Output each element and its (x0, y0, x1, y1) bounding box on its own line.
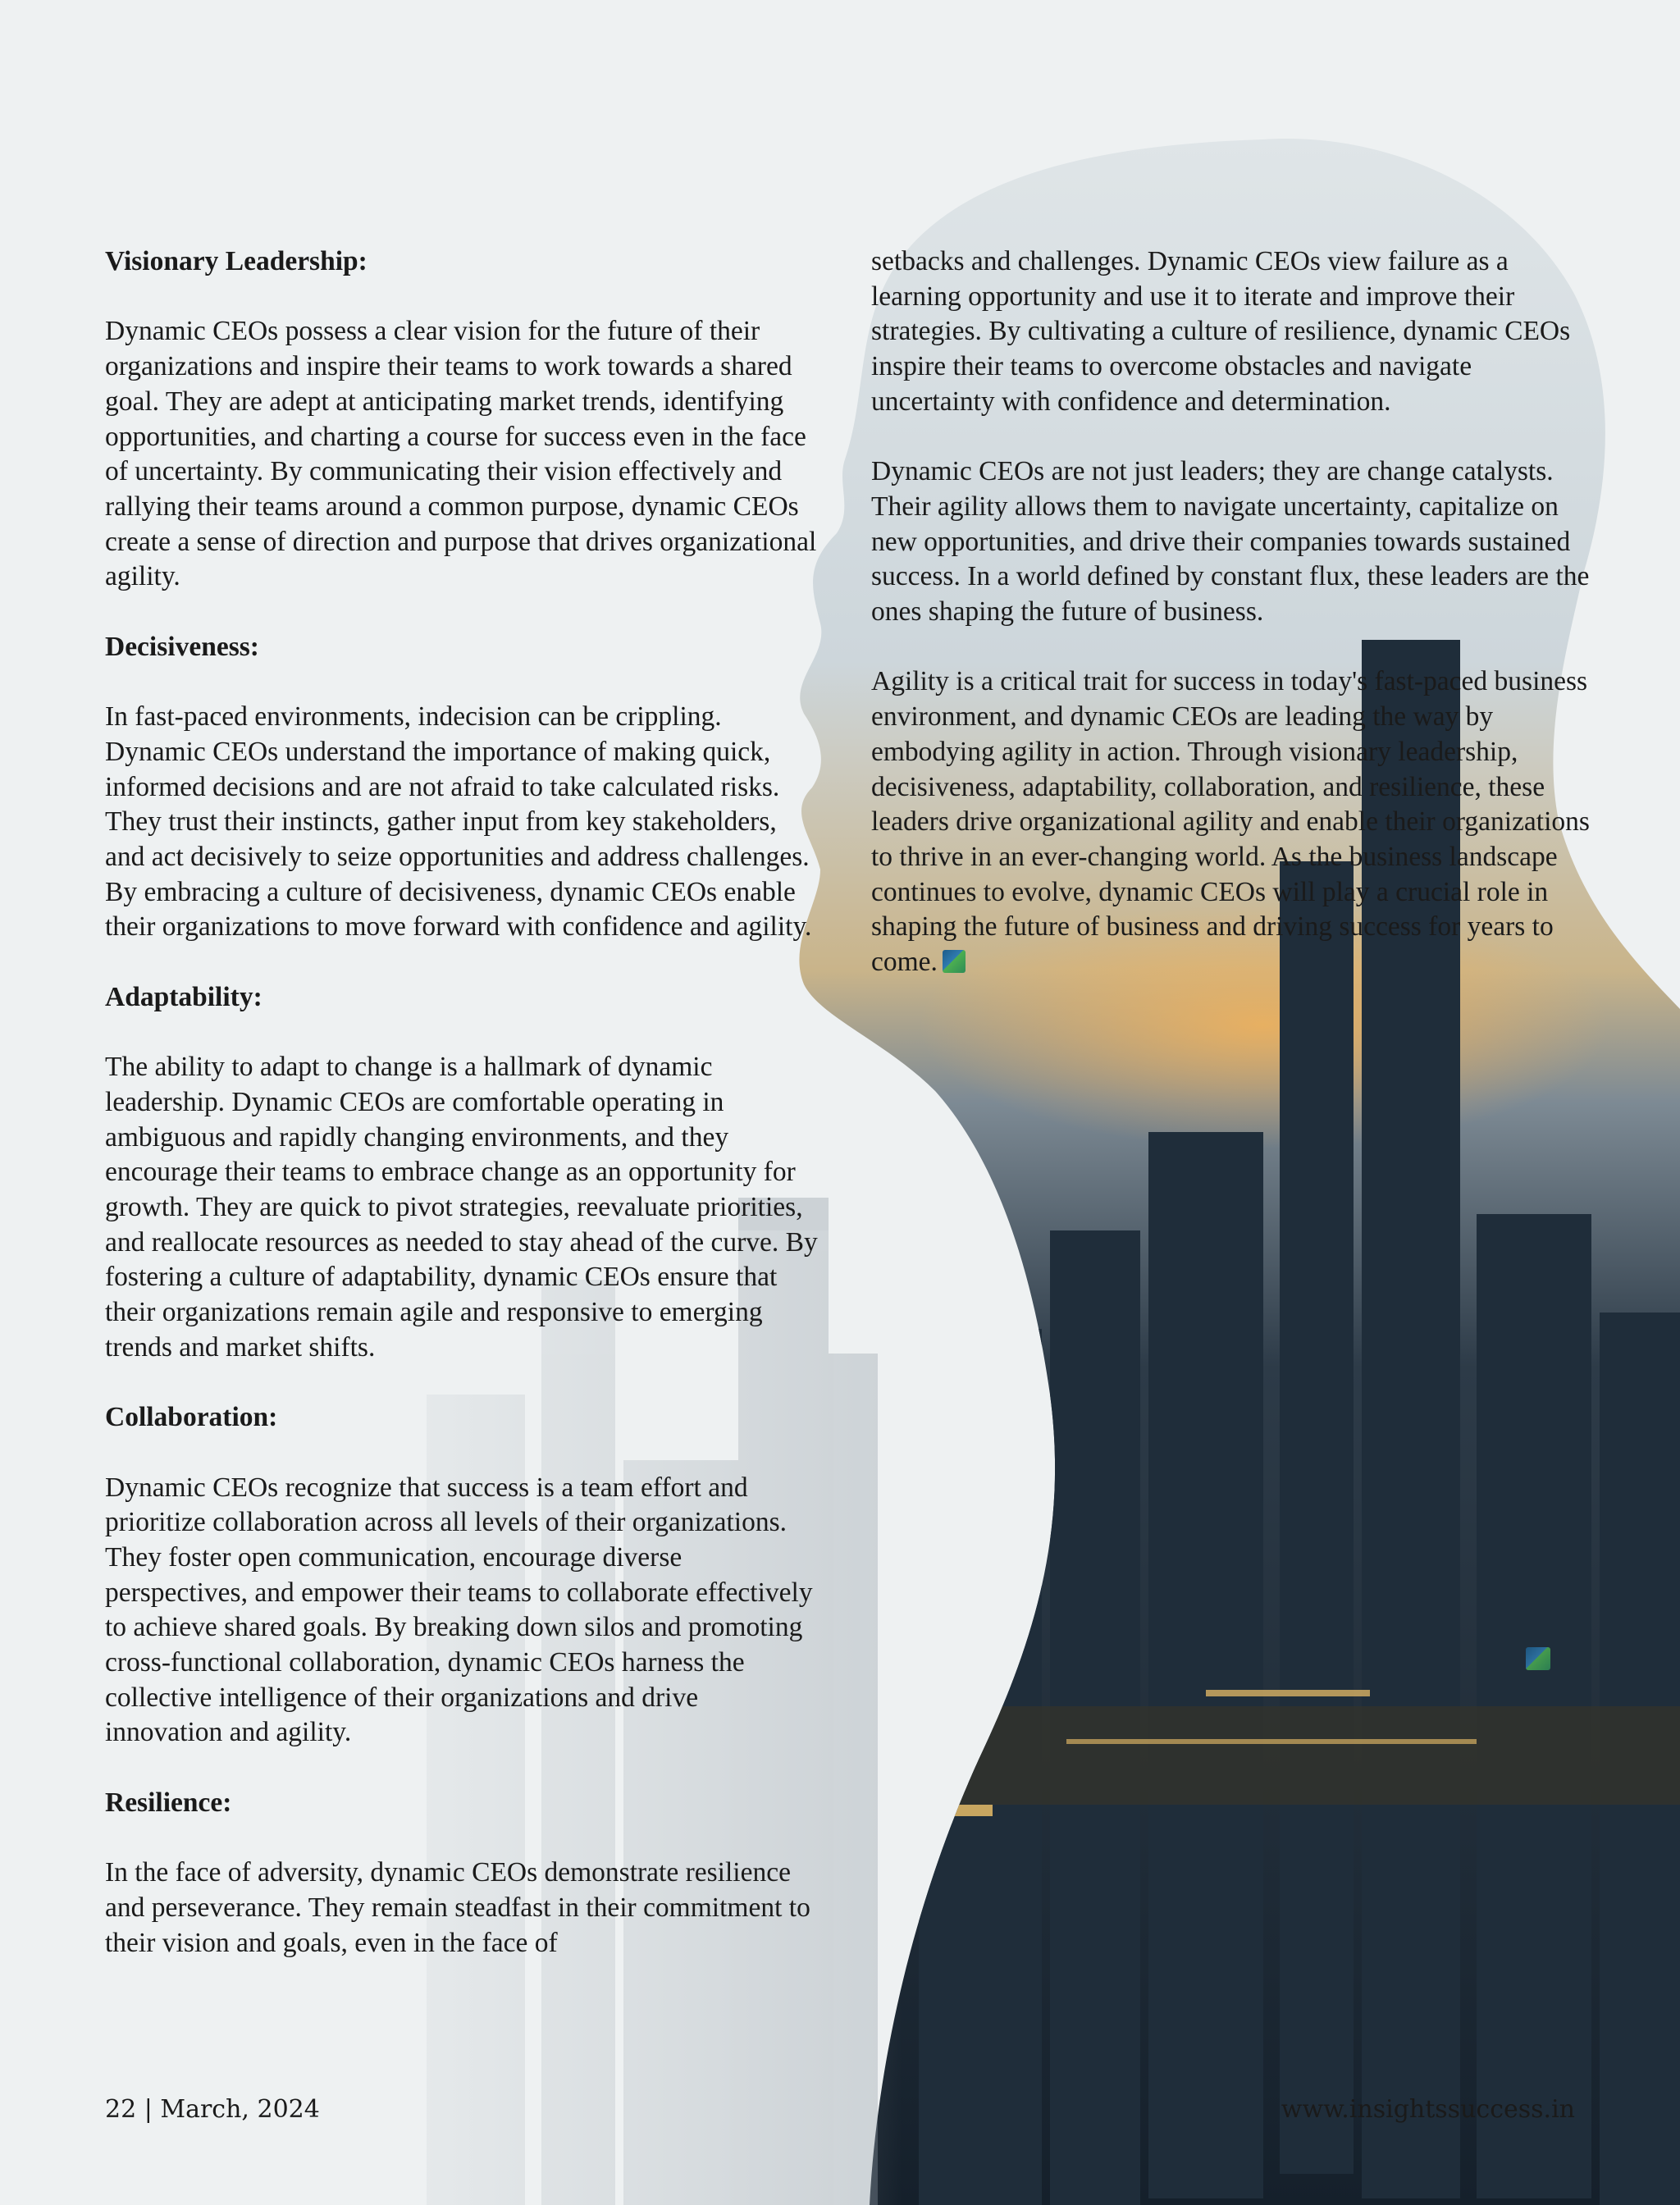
paragraph-decisiveness: In fast-paced environments, indecision can be crippling. Dynamic CEOs understand the importance of making quick, informed decisions and are not afraid to take calculated risks. They trust their instincts, gather input from key stakeholders, and act decisively to seize opportunities and address challenges. By embracing a culture of decisiveness, dynamic CEOs enable their organizations to move forward with confidence and agility. (105, 701, 812, 943)
section-heading-collaboration: Collaboration: (105, 1402, 278, 1433)
publication-logo-icon (943, 950, 966, 973)
publication-logo-icon-small (1526, 1647, 1550, 1670)
page-number-date: 22 | March, 2024 (105, 2095, 320, 2124)
section-heading-visionary-leadership: Visionary Leadership: (105, 246, 368, 276)
website-url[interactable]: www.insightssuccess.in (1281, 2095, 1575, 2124)
conclusion-text: Agility is a critical trait for success in today's fast-paced business environment, and dynamic CEOs are leading the way by embodying agility in action. Through visionary leadership, decisiveness, adaptability, collaboration, and resilience, these leaders drive organizational agility and enable their organizations to thrive in an ever-changing world. As the business landscape continues to evolve, dynamic CEOs will play a crucial role in shaping the future of business and driving success for years to come. (871, 666, 1590, 978)
paragraph-visionary-leadership: Dynamic CEOs possess a clear vision for the future of their organizations and inspire their teams to work towards a shared goal. They are adept at anticipating market trends, identifying opportunities, and charting a course for success even in the face of uncertainty. By communicating their vision effectively and rallying their teams around a common purpose, dynamic CEOs create a sense of direction and purpose that drives organizational agility. (105, 316, 817, 592)
right-column (871, 244, 1593, 980)
paragraph-adaptability: The ability to adapt to change is a hallmark of dynamic leadership. Dynamic CEOs are comfortable operating in ambiguous and rapidly changing environments, and they encourage their teams to embrace change as an opportunity for growth. They are quick to pivot strategies, reevaluate priorities, and reallocate resources as needed to stay ahead of the curve. By fostering a culture of adaptability, dynamic CEOs ensure that their organizations remain agile and responsive to emerging trends and market shifts. (105, 1052, 818, 1363)
paragraph-change-catalysts: Dynamic CEOs are not just leaders; they are change catalysts. Their agility allows them to navigate uncertainty, capitalize on new opportunities, and drive their companies towards sustained success. In a world defined by constant flux, these leaders are the ones shaping the future of business. (871, 456, 1590, 628)
paragraph-collaboration: Dynamic CEOs recognize that success is a team effort and prioritize collaboration across all levels of their organizations. They foster open communication, encourage diverse perspectives, and empower their teams to collaborate effectively to achieve shared goals. By breaking down silos and promoting cross-functional collaboration, dynamic CEOs harness the collective intelligence of their organizations and drive innovation and agility. (105, 1472, 813, 1748)
section-heading-resilience: Resilience: (105, 1787, 232, 1818)
paragraph-conclusion (871, 664, 1593, 979)
section-heading-decisiveness: Decisiveness: (105, 631, 259, 662)
left-column (105, 244, 819, 1961)
paragraph-resilience-continued: setbacks and challenges. Dynamic CEOs view failure as a learning opportunity and use it to iterate and improve their strategies. By cultivating a culture of resilience, dynamic CEOs inspire their teams to overcome obstacles and navigate uncertainty with confidence and determination. (871, 246, 1571, 417)
paragraph-resilience: In the face of adversity, dynamic CEOs demonstrate resilience and perseverance. They remain steadfast in their commitment to their vision and goals, even in the face of (105, 1857, 810, 1958)
section-heading-adaptability: Adaptability: (105, 981, 262, 1012)
